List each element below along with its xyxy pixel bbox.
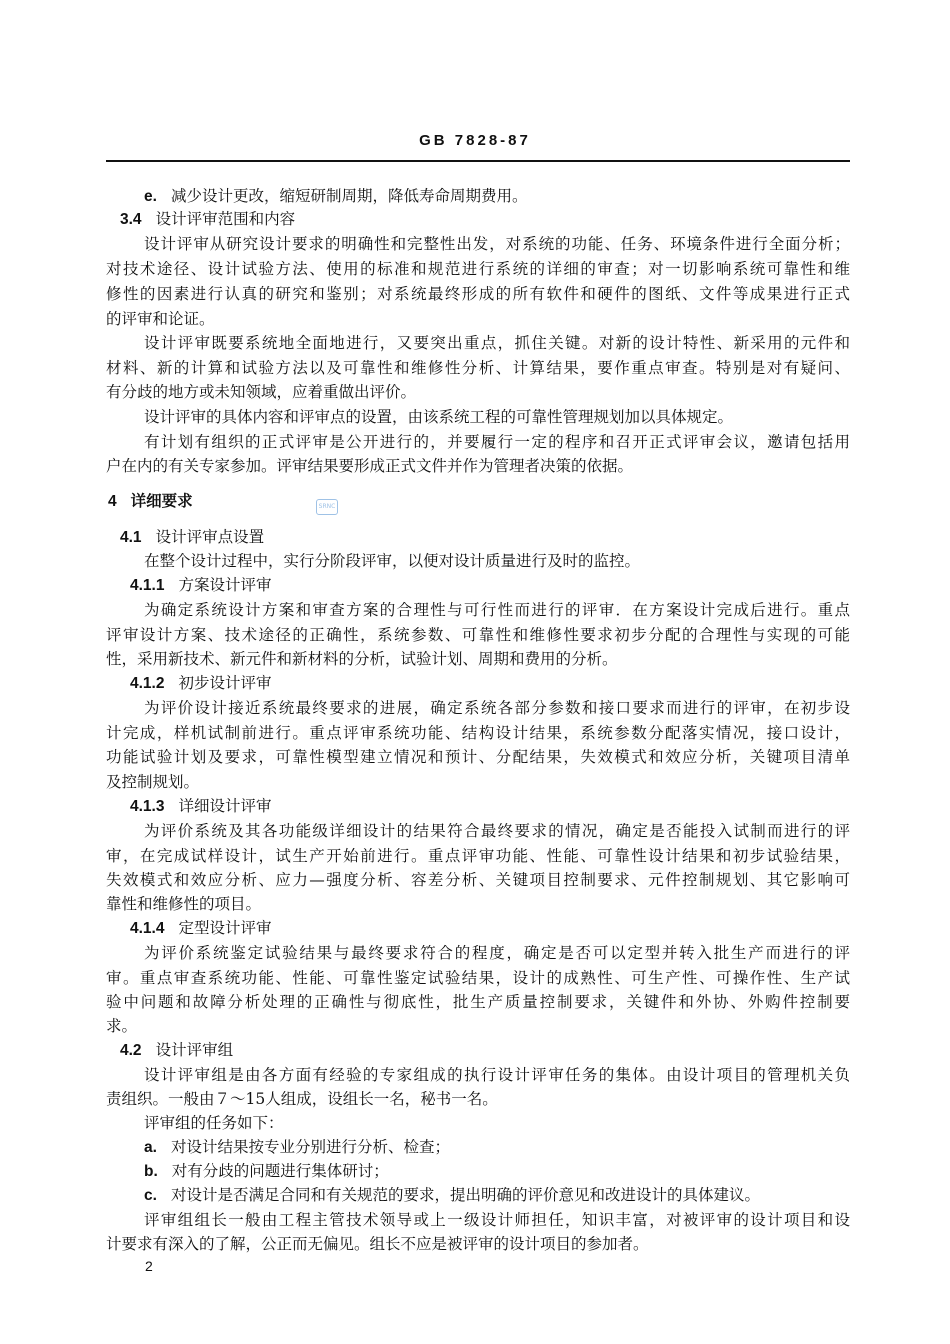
section-title: 设计评审范围和内容 xyxy=(155,210,296,228)
text-line: 性，采用新技术、新元件和新材料的分析，试验计划、周期和费用的分析。 xyxy=(106,650,618,668)
text-line: 审，在完成试样设计，试生产开始前进行。重点评审功能、性能、可靠性设计结果和初步试验结果， xyxy=(106,847,850,865)
list-marker: b. xyxy=(144,1163,158,1180)
section-heading-4 xyxy=(108,488,852,515)
text-line: 设计评审组是由各方面有经验的专家组成的执行设计评审任务的集体。由设计项目的管理机关负 xyxy=(144,1066,850,1084)
text-line: 材料、新的计算和试验方法以及可靠性和维修性分析、计算结果，要作重点审查。特别是对有疑问、 xyxy=(106,359,850,377)
section-number: 4.1.4 xyxy=(130,920,165,937)
section-heading-4-1-1 xyxy=(130,572,874,599)
text-line: 计要求有深入的了解，公正而无偏见。组长不应是被评审的设计项目的参加者。 xyxy=(106,1235,649,1253)
text-line: 审。重点审查系统功能、性能、可靠性鉴定试验结果，设计的成熟性、可生产性、可操作性、生产试 xyxy=(106,969,850,987)
section-title: 初步设计评审 xyxy=(178,674,272,692)
text-line: 计完成，样机试制前进行。重点评审系统功能、结构设计结果，系统参数分配落实情况，接口设计， xyxy=(106,724,850,742)
text-line: 设计评审的具体内容和评审点的设置，由该系统工程的可靠性管理规划加以具体规定。 xyxy=(144,408,734,426)
list-item-text: 对设计结果按专业分别进行分析、检查； xyxy=(170,1138,450,1156)
text-line: 的评审和论证。 xyxy=(106,310,215,328)
list-item-text: 对有分歧的问题进行集体研讨； xyxy=(171,1162,389,1180)
text-line: 评审设计方案、技术途径的正确性，系统参数、可靠性和维修性要求初步分配的合理性与实现的可能 xyxy=(106,626,850,644)
text-line: 为评价系统鉴定试验结果与最终要求符合的程度，确定是否可以定型并转入批生产而进行的评 xyxy=(144,944,850,962)
text-line: 失效模式和效应分析、应力—强度分析、容差分析、关键项目控制要求、元件控制规划、其它影响可 xyxy=(106,871,850,889)
list-item-text: 减少设计更改，缩短研制周期，降低寿命周期费用。 xyxy=(170,187,528,205)
section-title: 详细要求 xyxy=(130,491,193,510)
section-number: 4.2 xyxy=(120,1042,142,1059)
page-number: 2 xyxy=(145,1258,153,1274)
text-line: 验中问题和故障分析处理的正确性与彻底性，批生产质量控制要求，关键件和外协、外购件控制要 xyxy=(106,993,850,1011)
text-line: 在整个设计过程中，实行分阶段评审，以便对设计质量进行及时的监控。 xyxy=(144,552,641,570)
section-heading-4-1-2 xyxy=(130,670,874,697)
list-marker: a. xyxy=(144,1139,157,1156)
section-heading-4-1-4 xyxy=(130,915,874,942)
section-heading-4-1-3 xyxy=(130,793,874,820)
section-heading-4-1 xyxy=(120,524,864,551)
text-line: 设计评审既要系统地全面地进行，又要突出重点，抓住关键。对新的设计特性、新采用的元件和 xyxy=(144,334,850,352)
section-title: 设计评审组 xyxy=(155,1041,234,1059)
section-title: 详细设计评审 xyxy=(178,797,272,815)
list-item-b xyxy=(144,1158,850,1185)
section-number: 4.1.3 xyxy=(130,798,165,815)
section-number: 4.1 xyxy=(120,529,142,546)
section-number: 4.1.2 xyxy=(130,675,165,692)
text-line: 责组织。一般由７～15人组成，设组长一名，秘书一名。 xyxy=(106,1090,498,1108)
section-heading-3-4 xyxy=(120,206,864,233)
list-marker: e. xyxy=(144,188,157,205)
section-title: 设计评审点设置 xyxy=(155,528,265,546)
section-number: 4.1.1 xyxy=(130,577,165,594)
header-rule xyxy=(106,160,850,162)
text-line: 评审组组长一般由工程主管技术领导或上一级设计师担任，知识丰富，对被评审的设计项目和设 xyxy=(144,1211,850,1229)
text-line: 靠性和维修性的项目。 xyxy=(106,895,262,913)
document-header: GB 7828-87 xyxy=(419,132,531,149)
text-line: 功能试验计划及要求，可靠性模型建立情况和预计、分配结果，失效模式和效应分析，关键项目清单 xyxy=(106,748,850,766)
section-heading-4-2 xyxy=(120,1037,864,1064)
text-line: 为确定系统设计方案和审查方案的合理性与可行性而进行的评审．在方案设计完成后进行。重点 xyxy=(144,601,850,619)
list-item-text: 对设计是否满足合同和有关规范的要求，提出明确的评价意见和改进设计的具体建议。 xyxy=(170,1186,760,1204)
text-line: 对技术途径、设计试验方法、使用的标准和规范进行系统的详细的审查；对一切影响系统可靠性和维 xyxy=(106,260,850,278)
text-line: 求。 xyxy=(106,1017,138,1035)
text-line: 及控制规划。 xyxy=(106,773,200,791)
text-line: 有计划有组织的正式评审是公开进行的，并要履行一定的程序和召开正式评审会议，邀请包括用 xyxy=(144,433,850,451)
text-line: 修性的因素进行认真的研究和鉴别；对系统最终形成的所有软件和硬件的图纸、文件等成果进行正式 xyxy=(106,285,850,303)
list-item-a xyxy=(144,1134,850,1161)
text-line: 为评价设计接近系统最终要求的进展，确定系统各部分参数和接口要求而进行的评审，在初步设 xyxy=(144,699,850,717)
list-marker: c. xyxy=(144,1187,157,1204)
watermark-stamp: SRNC xyxy=(316,499,338,515)
section-number: 4 xyxy=(108,493,117,510)
section-number: 3.4 xyxy=(120,211,142,228)
list-item-c xyxy=(144,1182,850,1209)
section-title: 定型设计评审 xyxy=(178,919,272,937)
text-line: 为评价系统及其各功能级详细设计的结果符合最终要求的情况，确定是否能投入试制而进行的评 xyxy=(144,822,850,840)
text-line: 设计评审从研究设计要求的明确性和完整性出发，对系统的功能、任务、环境条件进行全面分析； xyxy=(144,235,850,253)
text-line: 评审组的任务如下： xyxy=(144,1114,284,1132)
section-title: 方案设计评审 xyxy=(178,576,272,594)
text-line: 户在内的有关专家参加。评审结果要形成正式文件并作为管理者决策的依据。 xyxy=(106,457,634,475)
text-line: 有分歧的地方或未知领域，应着重做出评价。 xyxy=(106,383,417,401)
